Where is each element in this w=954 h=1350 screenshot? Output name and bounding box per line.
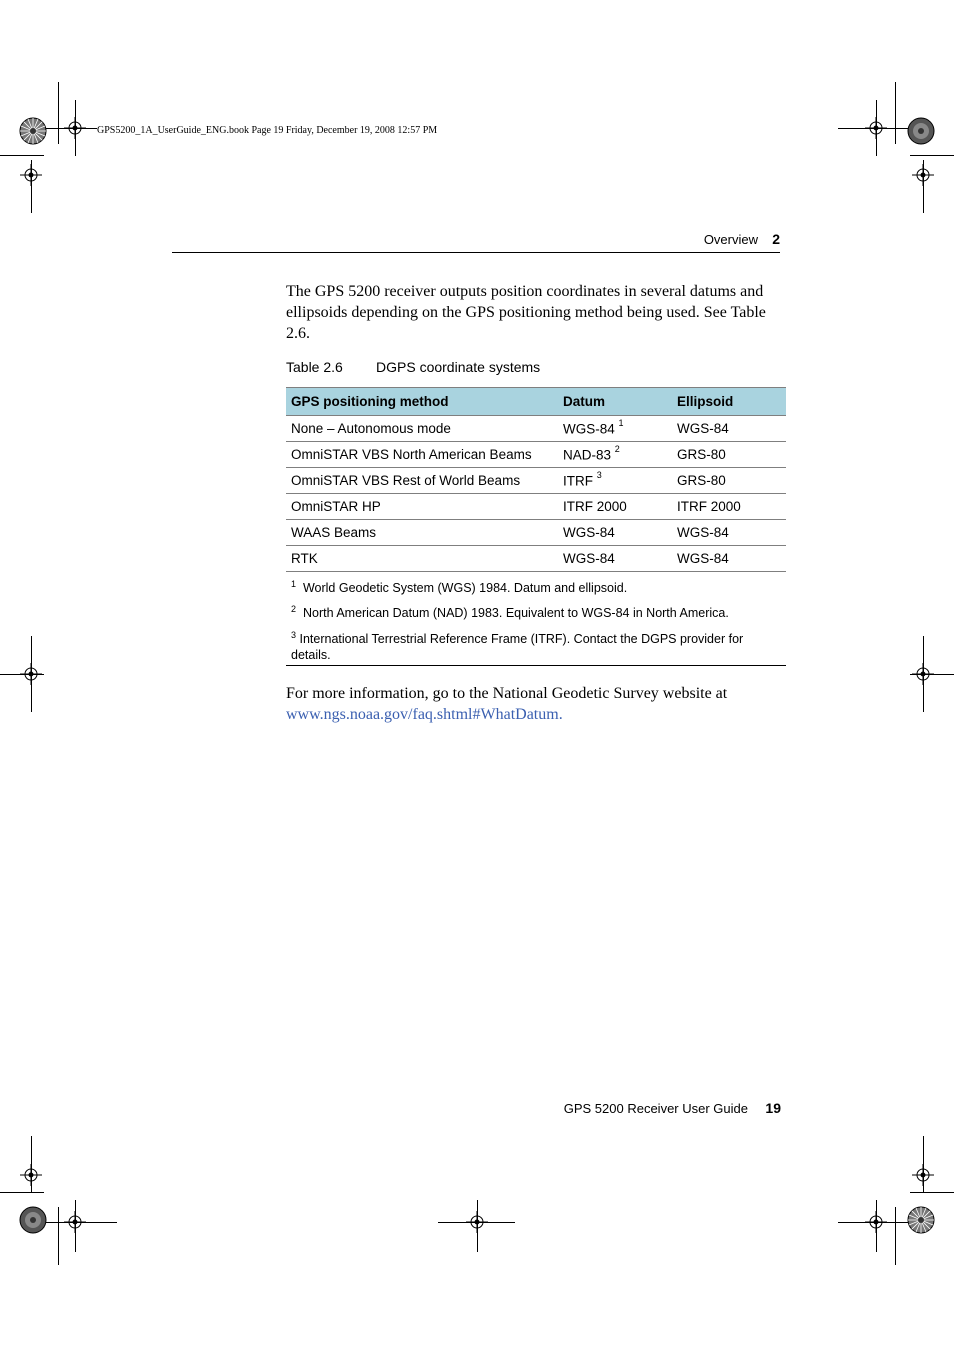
datum-cell: ITRF $^3$ (558, 468, 672, 494)
column-header-ellipsoid: Ellipsoid (672, 388, 786, 416)
column-header-datum: Datum (558, 388, 672, 416)
method-cell: OmniSTAR HP (286, 494, 558, 520)
footer-book-title: GPS 5200 Receiver User Guide (563, 1101, 748, 1116)
ngs-website-link[interactable]: www.ngs.noaa.gov/faq.shtml#WhatDatum. (286, 706, 563, 723)
footnote-ref: 2 (614, 444, 620, 455)
star-target-icon (907, 117, 935, 145)
running-header (172, 230, 780, 253)
star-target-icon (907, 1206, 935, 1234)
table-row (286, 520, 786, 546)
table-title: DGPS coordinate systems (376, 359, 541, 375)
datum-cell: WGS-84 (558, 520, 672, 546)
ellipsoid-cell: WGS-84 (672, 546, 786, 572)
method-cell: None – Autonomous mode (286, 416, 558, 442)
dgps-coordinate-table (286, 387, 786, 572)
print-info-slug: GPS5200_1A_UserGuide_ENG.book Page 19 Friday, December 19, 2008 12:57 PM (97, 125, 438, 136)
ellipsoid-cell: GRS-80 (672, 468, 786, 494)
ellipsoid-cell: WGS-84 (672, 520, 786, 546)
footnote-2: $^2$ North American Datum (NAD) 1983. Equivalent to WGS-84 in North America. (291, 604, 729, 621)
datum-cell: WGS-84 $^1$ (558, 416, 672, 442)
more-info-paragraph (286, 683, 786, 725)
table-footnotes (286, 573, 786, 666)
datum-cell: WGS-84 (558, 546, 672, 572)
table-row (286, 494, 786, 520)
table-header-row (286, 388, 786, 416)
datum-cell: ITRF 2000 (558, 494, 672, 520)
datum-cell: NAD-83 $^2$ (558, 442, 672, 468)
intro-paragraph: The GPS 5200 receiver outputs position coordinates in several datums and ellipsoids depending on the GPS positioning method being used. See Table 2.6. (286, 283, 766, 342)
ellipsoid-cell: GRS-80 (672, 442, 786, 468)
table-row (286, 468, 786, 494)
footnote-ref: 1 (618, 418, 624, 429)
method-cell: RTK (286, 546, 558, 572)
header-section-title: Overview (703, 232, 758, 247)
footnote-3: $^3$ International Terrestrial Reference Frame (ITRF). Contact the DGPS provider for details. (291, 630, 744, 663)
page-number: 19 (765, 1100, 781, 1116)
star-target-icon (19, 1206, 47, 1234)
table-row (286, 442, 786, 468)
footnote-1: $^1$ World Geodetic System (WGS) 1984. Datum and ellipsoid. (291, 579, 628, 596)
method-cell: OmniSTAR VBS Rest of World Beams (286, 468, 558, 494)
running-footer (500, 1100, 781, 1120)
table-row (286, 546, 786, 572)
table-row (286, 416, 786, 442)
header-chapter-number: 2 (772, 231, 780, 247)
footnote-ref: 3 (596, 470, 602, 481)
ellipsoid-cell: ITRF 2000 (672, 494, 786, 520)
method-cell: WAAS Beams (286, 520, 558, 546)
table-label: Table 2.6 (286, 359, 343, 375)
star-target-icon (19, 117, 47, 145)
column-header-method: GPS positioning method (286, 388, 558, 416)
method-cell: OmniSTAR VBS North American Beams (286, 442, 558, 468)
ellipsoid-cell: WGS-84 (672, 416, 786, 442)
table-caption (286, 359, 540, 375)
more-info-text: For more information, go to the National Geodetic Survey website at (286, 685, 728, 702)
